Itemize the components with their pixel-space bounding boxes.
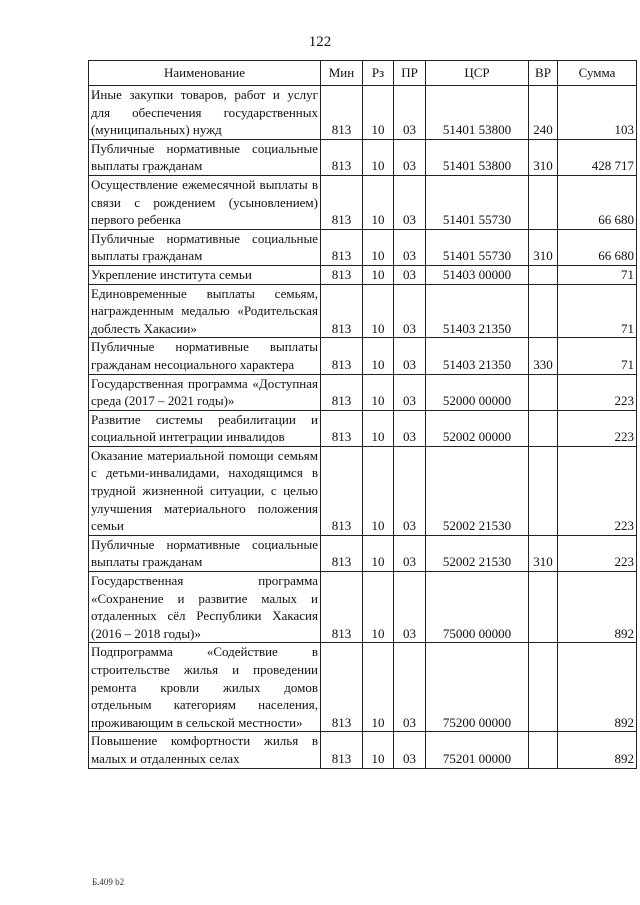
header-name: Наименование	[89, 61, 321, 86]
header-min: Мин	[321, 61, 363, 86]
table-row	[89, 535, 637, 571]
row-name: Повышение комфортности жилья в малых и отдаленных селах	[89, 732, 321, 768]
row-pr: 03	[394, 446, 426, 535]
row-pr: 03	[394, 284, 426, 338]
row-vr: 310	[529, 139, 558, 175]
table-row	[89, 86, 637, 140]
row-sum: 66 680	[558, 175, 637, 229]
row-sum: 66 680	[558, 229, 637, 265]
row-vr: 310	[529, 229, 558, 265]
row-min: 813	[321, 374, 363, 410]
budget-table	[88, 60, 637, 769]
row-vr	[529, 284, 558, 338]
table-body	[89, 86, 637, 769]
row-csr: 51403 00000	[426, 265, 529, 284]
table-row	[89, 338, 637, 374]
table-row	[89, 265, 637, 284]
row-csr: 52002 21530	[426, 446, 529, 535]
row-rz: 10	[363, 338, 394, 374]
row-sum: 223	[558, 374, 637, 410]
row-min: 813	[321, 175, 363, 229]
row-rz: 10	[363, 410, 394, 446]
row-sum: 892	[558, 643, 637, 732]
row-sum: 71	[558, 265, 637, 284]
table-header-row	[89, 61, 637, 86]
row-vr	[529, 265, 558, 284]
row-name: Публичные нормативные выплаты гражданам несоциального характера	[89, 338, 321, 374]
row-min: 813	[321, 265, 363, 284]
row-csr: 51401 53800	[426, 86, 529, 140]
row-rz: 10	[363, 139, 394, 175]
row-pr: 03	[394, 535, 426, 571]
row-min: 813	[321, 732, 363, 768]
page-number: 122	[308, 34, 332, 50]
row-pr: 03	[394, 572, 426, 643]
row-vr	[529, 175, 558, 229]
row-vr	[529, 446, 558, 535]
row-rz: 10	[363, 284, 394, 338]
row-vr	[529, 410, 558, 446]
row-name: Оказание материальной помощи семьям с детьми-инвалидами, находящимся в трудной жизненной ситуации, с целью улучшения материального положения семьи	[89, 446, 321, 535]
row-csr: 51401 55730	[426, 175, 529, 229]
row-pr: 03	[394, 410, 426, 446]
row-name: Публичные нормативные социальные выплаты гражданам	[89, 139, 321, 175]
row-rz: 10	[363, 229, 394, 265]
row-vr: 330	[529, 338, 558, 374]
table-row	[89, 229, 637, 265]
row-pr: 03	[394, 732, 426, 768]
row-min: 813	[321, 139, 363, 175]
table-row	[89, 572, 637, 643]
row-min: 813	[321, 643, 363, 732]
row-min: 813	[321, 86, 363, 140]
row-csr: 52002 21530	[426, 535, 529, 571]
row-csr: 51403 21350	[426, 284, 529, 338]
row-rz: 10	[363, 572, 394, 643]
row-min: 813	[321, 535, 363, 571]
row-sum: 223	[558, 535, 637, 571]
table-row	[89, 139, 637, 175]
header-csr: ЦСР	[426, 61, 529, 86]
row-vr	[529, 374, 558, 410]
row-sum: 892	[558, 572, 637, 643]
row-vr	[529, 643, 558, 732]
row-sum: 223	[558, 446, 637, 535]
row-rz: 10	[363, 643, 394, 732]
row-csr: 75201 00000	[426, 732, 529, 768]
row-min: 813	[321, 446, 363, 535]
row-name: Единовременные выплаты семьям, награжденным медалью «Родительская доблесть Хакасии»	[89, 284, 321, 338]
row-min: 813	[321, 410, 363, 446]
row-sum: 428 717	[558, 139, 637, 175]
row-sum: 223	[558, 410, 637, 446]
row-name: Осуществление ежемесячной выплаты в связи с рождением (усыновлением) первого ребенка	[89, 175, 321, 229]
row-min: 813	[321, 572, 363, 643]
row-sum: 71	[558, 338, 637, 374]
row-sum: 71	[558, 284, 637, 338]
table-row	[89, 410, 637, 446]
header-vr: ВР	[529, 61, 558, 86]
header-rz: Рз	[363, 61, 394, 86]
row-pr: 03	[394, 175, 426, 229]
row-min: 813	[321, 229, 363, 265]
row-name: Государственная программа «Сохранение и развитие малых и отдаленных сёл Республики Хакасия (2016 – 2018 годы)»	[89, 572, 321, 643]
row-min: 813	[321, 284, 363, 338]
row-csr: 51403 21350	[426, 338, 529, 374]
row-rz: 10	[363, 86, 394, 140]
row-csr: 52000 00000	[426, 374, 529, 410]
header-sum: Сумма	[558, 61, 637, 86]
row-csr: 75000 00000	[426, 572, 529, 643]
row-vr: 310	[529, 535, 558, 571]
table-row	[89, 175, 637, 229]
table-row	[89, 284, 637, 338]
row-rz: 10	[363, 374, 394, 410]
row-vr: 240	[529, 86, 558, 140]
row-pr: 03	[394, 374, 426, 410]
row-name: Подпрограмма «Содействие в строительстве жилья и проведении ремонта кровли жилых домов отдельным категориям населения, проживающим в сельской местности»	[89, 643, 321, 732]
footer-code: Б.409 b2	[92, 877, 125, 887]
row-rz: 10	[363, 265, 394, 284]
row-name: Государственная программа «Доступная среда (2017 – 2021 годы)»	[89, 374, 321, 410]
table-row	[89, 446, 637, 535]
row-csr: 51401 53800	[426, 139, 529, 175]
row-pr: 03	[394, 643, 426, 732]
row-name: Развитие системы реабилитации и социальной интеграции инвалидов	[89, 410, 321, 446]
row-name: Укрепление института семьи	[89, 265, 321, 284]
row-vr	[529, 732, 558, 768]
row-pr: 03	[394, 139, 426, 175]
row-rz: 10	[363, 732, 394, 768]
row-pr: 03	[394, 86, 426, 140]
row-pr: 03	[394, 229, 426, 265]
table-row	[89, 643, 637, 732]
row-rz: 10	[363, 175, 394, 229]
row-sum: 892	[558, 732, 637, 768]
row-name: Публичные нормативные социальные выплаты гражданам	[89, 229, 321, 265]
table-row	[89, 374, 637, 410]
row-sum: 103	[558, 86, 637, 140]
row-csr: 75200 00000	[426, 643, 529, 732]
row-name: Иные закупки товаров, работ и услуг для обеспечения государственных (муниципальных) нужд	[89, 86, 321, 140]
row-rz: 10	[363, 535, 394, 571]
row-rz: 10	[363, 446, 394, 535]
row-pr: 03	[394, 265, 426, 284]
header-pr: ПР	[394, 61, 426, 86]
row-csr: 51401 55730	[426, 229, 529, 265]
row-csr: 52002 00000	[426, 410, 529, 446]
row-vr	[529, 572, 558, 643]
table-row	[89, 732, 637, 768]
row-pr: 03	[394, 338, 426, 374]
row-min: 813	[321, 338, 363, 374]
row-name: Публичные нормативные социальные выплаты гражданам	[89, 535, 321, 571]
